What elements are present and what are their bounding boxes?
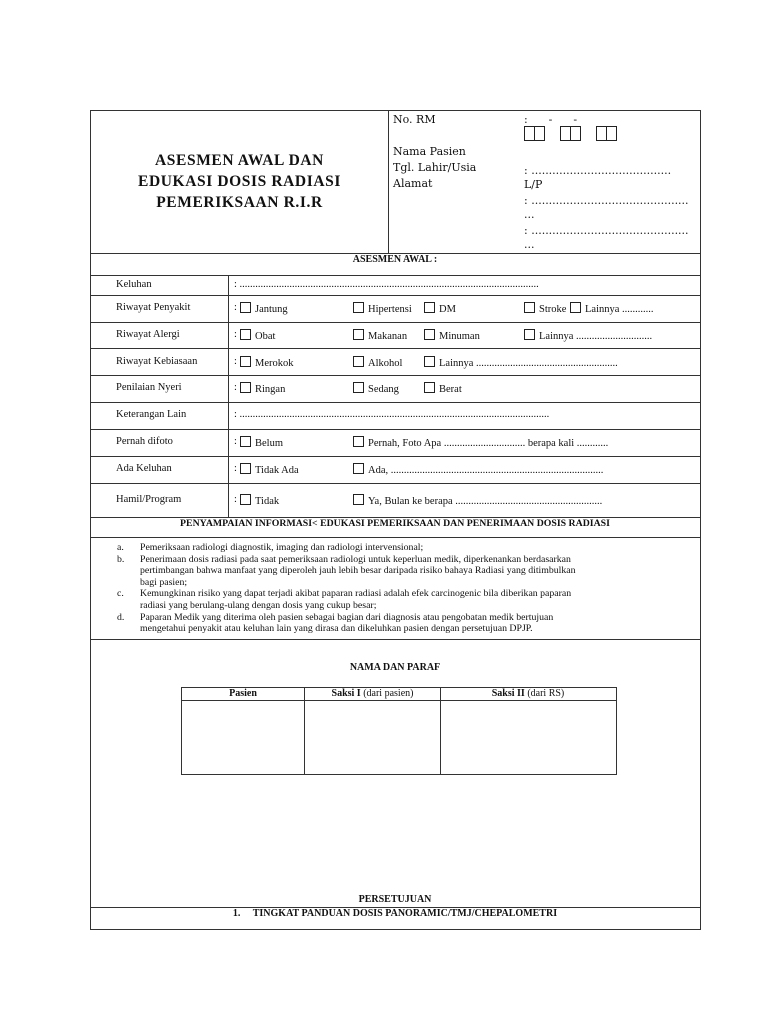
form-title: [92, 150, 387, 213]
checkbox[interactable]: [353, 494, 364, 505]
info-item-d: [90, 612, 700, 635]
tgl-lahir-label: Tgl. Lahir/Usia: [393, 161, 477, 174]
row-label-pernah-difoto: Pernah difoto: [116, 436, 173, 447]
asesmen-col-divider: [228, 275, 229, 517]
info-line: bagi pasien;: [140, 576, 188, 588]
option-belum[interactable]: Belum: [240, 436, 283, 449]
nama-pasien-field[interactable]: : ........................................: [524, 164, 672, 177]
option-sedang[interactable]: Sedang: [353, 382, 399, 395]
option-ada[interactable]: Ada, .................................................................................: [353, 463, 603, 476]
signature-cell-saksi-1[interactable]: [305, 701, 440, 773]
row-colon: :: [234, 302, 237, 313]
info-line: Kemungkinan risiko yang dapat terjadi akibat paparan radiasi adalah efek carcinogenic bila diberikan paparan: [140, 588, 572, 600]
checkbox[interactable]: [240, 436, 251, 447]
info-line: radiasi yang berulang-ulang dengan dosis yang cukup besar;: [140, 599, 377, 611]
checkbox[interactable]: [353, 356, 364, 367]
info-line: pertimbangan bahwa manfaat yang diperoleh jauh lebih besar daripada risiko bahaya Radiasi yang ditimbulkan: [140, 565, 576, 577]
row-label-riwayat-kebiasaan: Riwayat Kebiasaan: [116, 356, 198, 367]
row-label-keterangan-lain: Keterangan Lain: [116, 409, 187, 420]
row-label-riwayat-penyakit: Riwayat Penyakit: [116, 302, 191, 313]
title-line-3: PEMERIKSAAN R.I.R: [156, 194, 323, 211]
keluhan-field[interactable]: : ..................................................................................................................: [234, 279, 539, 290]
checkbox[interactable]: [524, 329, 535, 340]
row-colon: :: [234, 356, 237, 367]
info-line: mengetahui penyakit atau keluhan lain yang dirasa dan dikeluhkan pasien dengan persetujuan DPJP.: [140, 623, 533, 635]
checkbox[interactable]: [240, 463, 251, 474]
row-label-keluhan: Keluhan: [116, 279, 152, 290]
alamat-cont: ...: [524, 238, 535, 251]
info-item-b: [90, 554, 700, 589]
info-item-a: [90, 542, 700, 554]
option-hipertensi[interactable]: Hipertensi: [353, 302, 412, 315]
signature-cell-saksi-2[interactable]: [441, 701, 615, 773]
info-marker: d.: [117, 611, 125, 623]
no-rm-value: : - -: [524, 113, 578, 126]
asesmen-heading-line: [90, 275, 701, 276]
row-line: [90, 322, 701, 323]
title-line-1: ASESMEN AWAL DAN: [155, 152, 324, 169]
option-ringan[interactable]: Ringan: [240, 382, 285, 395]
checkbox[interactable]: [353, 436, 364, 447]
row-colon: :: [234, 494, 237, 505]
checkbox[interactable]: [240, 302, 251, 313]
option-tidak[interactable]: Tidak: [240, 494, 279, 507]
option-tidak-ada[interactable]: Tidak Ada: [240, 463, 299, 476]
checkbox[interactable]: [240, 382, 251, 393]
option-berat[interactable]: Berat: [424, 382, 462, 395]
option-minuman[interactable]: Minuman: [424, 329, 480, 342]
checkbox[interactable]: [353, 329, 364, 340]
row-line: [90, 456, 701, 457]
row-label-ada-keluhan: Ada Keluhan: [116, 463, 172, 474]
row-colon: :: [234, 463, 237, 474]
signature-col-pasien: Pasien: [229, 688, 257, 699]
tgl-lahir-field[interactable]: : .............................................: [524, 194, 689, 207]
option-pernah[interactable]: Pernah, Foto Apa ............................... berapa kali ............: [353, 436, 608, 449]
option-lainnya[interactable]: Lainnya .............................: [524, 329, 652, 342]
row-line: [90, 429, 701, 430]
checkbox[interactable]: [353, 382, 364, 393]
persetujuan-heading: PERSETUJUAN: [358, 894, 432, 905]
no-rm-label: No. RM: [393, 113, 436, 126]
checkbox[interactable]: [240, 356, 251, 367]
header-divider: [388, 110, 389, 253]
row-colon: :: [234, 436, 237, 447]
keterangan-lain-field[interactable]: : ......................................................................................................................: [234, 409, 550, 420]
info-heading: PENYAMPAIAN INFORMASI< EDUKASI PEMERIKSAAN DAN PENERIMAAN DOSIS RADIASI: [180, 518, 610, 529]
frame-right: [700, 110, 701, 930]
frame-top: [90, 110, 701, 111]
signature-cell-pasien[interactable]: [182, 701, 304, 773]
tgl-lahir-cont: ...: [524, 208, 535, 221]
checkbox[interactable]: [240, 494, 251, 505]
row-label-penilaian-nyeri: Penilaian Nyeri: [116, 382, 182, 393]
info-bottom-line: [90, 639, 701, 640]
signature-col-saksi-1: Saksi I (dari pasien): [331, 688, 414, 699]
title-line-2: EDUKASI DOSIS RADIASI: [138, 173, 341, 190]
checkbox[interactable]: [240, 329, 251, 340]
checkbox[interactable]: [570, 302, 581, 313]
row-label-riwayat-alergi: Riwayat Alergi: [116, 329, 180, 340]
info-item-c: [90, 588, 700, 611]
no-rm-boxes[interactable]: [524, 126, 617, 145]
info-line: Paparan Medik yang diterima oleh pasien sebagai bagian dari diagnosis atau pengobatan medik bertujuan: [140, 611, 554, 623]
checkbox[interactable]: [424, 329, 435, 340]
row-line: [90, 402, 701, 403]
rm-box[interactable]: [534, 126, 545, 141]
option-stroke[interactable]: Stroke: [524, 302, 566, 315]
checkbox[interactable]: [353, 302, 364, 313]
alamat-label: Alamat: [393, 177, 433, 190]
row-line: [90, 348, 701, 349]
signature-heading: NAMA DAN PARAF: [349, 662, 441, 673]
option-ya[interactable]: Ya, Bulan ke berapa ........................................................: [353, 494, 602, 507]
option-merokok[interactable]: Merokok: [240, 356, 294, 369]
rm-box[interactable]: [606, 126, 617, 141]
option-alkohol[interactable]: Alkohol: [353, 356, 402, 369]
info-marker: b.: [117, 553, 125, 565]
row-colon: :: [234, 329, 237, 340]
row-line: [90, 483, 701, 484]
option-lainnya[interactable]: Lainnya ......................................................: [424, 356, 618, 369]
info-line: Pemeriksaan radiologi diagnostik, imaging dan radiologi intervensional;: [140, 542, 424, 553]
checkbox[interactable]: [353, 463, 364, 474]
info-marker: c.: [117, 588, 124, 600]
alamat-field[interactable]: : .............................................: [524, 224, 689, 237]
option-makanan[interactable]: Makanan: [353, 329, 407, 342]
signature-col-saksi-2: Saksi II (dari RS): [491, 688, 565, 699]
info-list: [90, 542, 700, 635]
nama-pasien-label: Nama Pasien: [393, 145, 466, 158]
checkbox[interactable]: [424, 356, 435, 367]
checkbox[interactable]: [524, 302, 535, 313]
option-jantung[interactable]: Jantung: [240, 302, 288, 315]
row-label-hamil-program: Hamil/Program: [116, 494, 182, 505]
frame-bottom: [90, 929, 701, 930]
info-marker: a.: [117, 542, 124, 553]
lp-label: L/P: [524, 178, 543, 191]
info-line: Penerimaan dosis radiasi pada saat pemeriksaan radiologi untuk keperluan medik, diperkenankan berdasarkan: [140, 553, 571, 565]
persetujuan-item-1: 1. TINGKAT PANDUAN DOSIS PANORAMIC/TMJ/CHEPALOMETRI: [232, 908, 558, 919]
row-colon: :: [234, 382, 237, 393]
rm-box[interactable]: [570, 126, 581, 141]
row-line: [90, 295, 701, 296]
checkbox[interactable]: [424, 382, 435, 393]
row-line: [90, 375, 701, 376]
option-dm[interactable]: DM: [424, 302, 456, 315]
info-heading-line: [90, 537, 701, 538]
option-obat[interactable]: Obat: [240, 329, 275, 342]
checkbox[interactable]: [424, 302, 435, 313]
asesmen-heading: ASESMEN AWAL :: [352, 254, 438, 265]
option-lainnya[interactable]: Lainnya ............: [570, 302, 654, 315]
